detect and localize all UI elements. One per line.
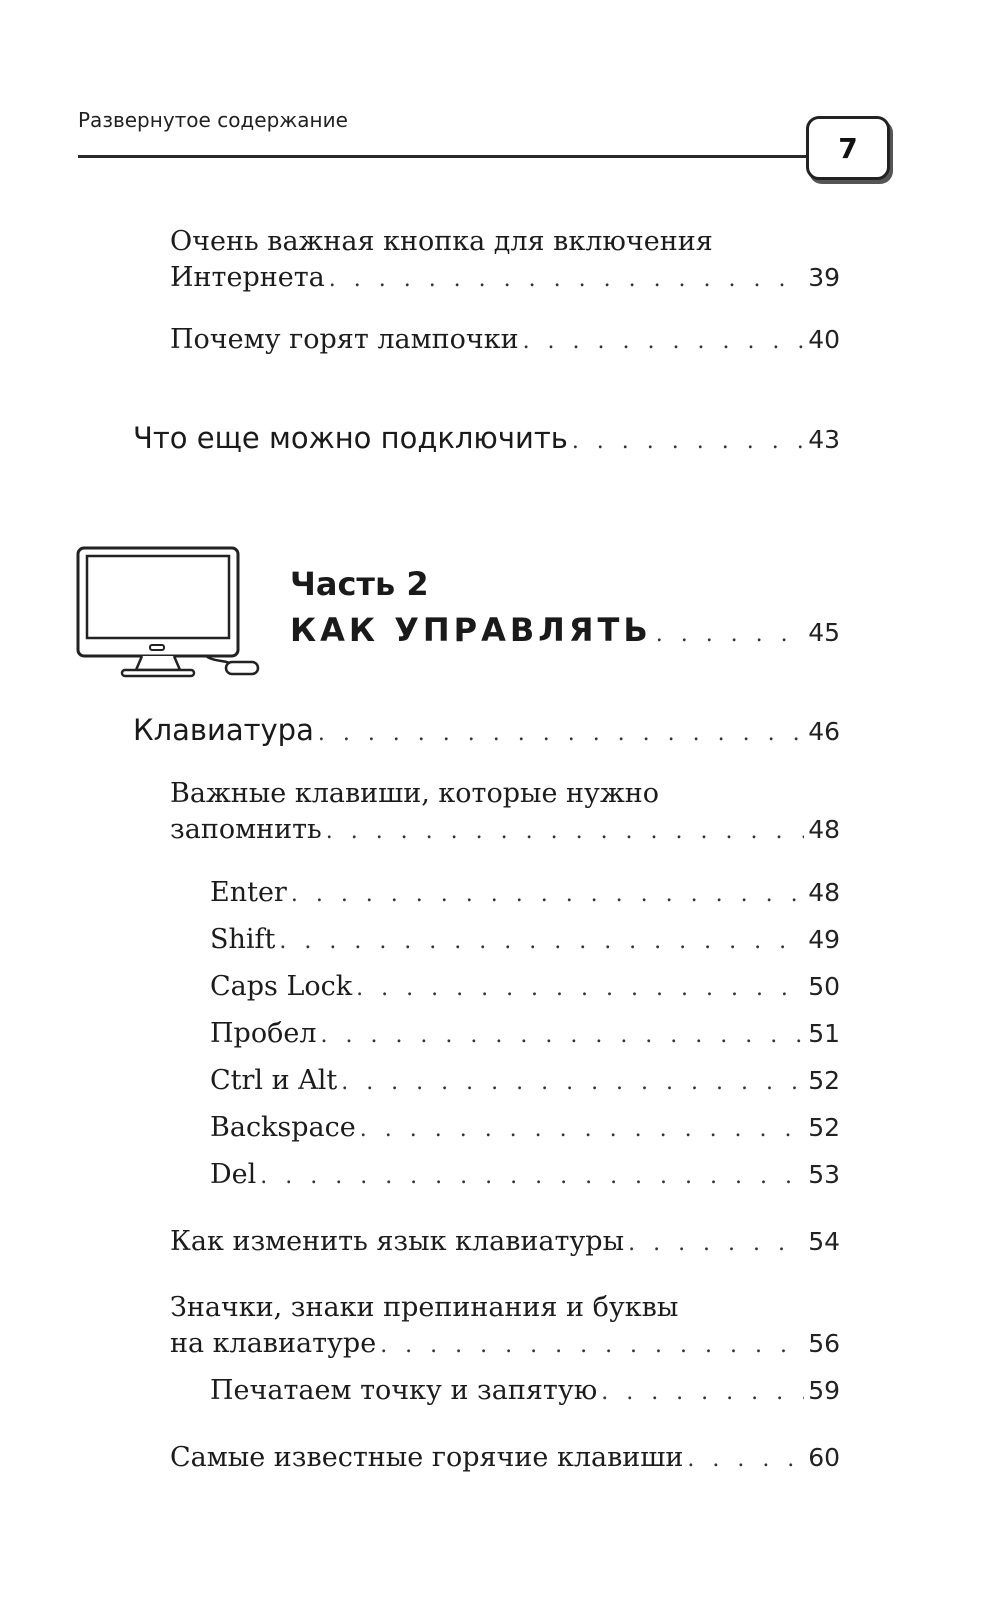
toc-entry-lamps[interactable] (170, 322, 840, 360)
toc-entry-important-keys[interactable] (170, 776, 840, 850)
dot-leader (628, 1226, 804, 1262)
toc-entry-label: Del (210, 1159, 257, 1190)
toc-entry-label: Shift (210, 924, 276, 955)
dot-leader (291, 877, 804, 913)
page-number-badge (806, 116, 890, 180)
toc-entry-shift[interactable] (210, 922, 840, 960)
toc-entry-label: Что еще можно подключить (133, 421, 568, 455)
toc-entry-internet-button[interactable] (170, 224, 840, 298)
header-rule (78, 155, 806, 158)
toc-entry-hotkeys[interactable] (170, 1440, 840, 1478)
dot-leader (341, 1065, 804, 1101)
page-number: 7 (838, 131, 858, 165)
toc-page-number: 43 (808, 425, 840, 454)
toc-page-number: 60 (808, 1443, 840, 1472)
toc-page-number: 51 (808, 1019, 840, 1048)
toc-page-number: 48 (808, 815, 840, 844)
dot-leader (260, 1159, 804, 1195)
toc-page-number: 46 (808, 717, 840, 746)
toc-entry-dot-comma[interactable] (210, 1373, 840, 1411)
toc-entry-change-language[interactable] (170, 1224, 840, 1262)
toc-entry-caps-lock[interactable] (210, 969, 840, 1007)
dot-leader (326, 814, 804, 850)
toc-entry-label: Печатаем точку и запятую (210, 1375, 598, 1406)
toc-entry-label: Enter (210, 877, 287, 908)
toc-entry-label-line2: запомнить (170, 814, 322, 845)
toc-entry-label-line1: Значки, знаки препинания и буквы (170, 1292, 679, 1323)
toc-entry-label-line1: Очень важная кнопка для включения (170, 226, 713, 257)
computer-monitor-icon (76, 546, 262, 680)
toc-entry-keyboard[interactable] (133, 712, 840, 752)
dot-leader (572, 424, 804, 460)
toc-entry-del[interactable] (210, 1157, 840, 1195)
dot-leader (601, 1375, 804, 1411)
toc-entry-connect-more[interactable] (133, 420, 840, 460)
toc-page-number: 48 (808, 878, 840, 907)
toc-entry-label: Backspace (210, 1112, 356, 1143)
toc-entry-label: Почему горят лампочки (170, 324, 519, 355)
toc-entry-symbols[interactable] (170, 1290, 840, 1364)
dot-leader (356, 971, 804, 1007)
toc-entry-label-line2: на клавиатуре (170, 1328, 377, 1359)
toc-entry-ctrl-alt[interactable] (210, 1063, 840, 1101)
dot-leader (380, 1328, 804, 1364)
toc-entry-label-line2: Интернета (170, 262, 325, 293)
dot-leader (329, 262, 804, 298)
dot-leader (687, 1442, 804, 1478)
toc-page-number: 50 (808, 972, 840, 1001)
toc-page-number: 45 (808, 618, 840, 647)
toc-entry-label: Пробел (210, 1018, 317, 1049)
dot-leader (656, 617, 804, 653)
dot-leader (360, 1112, 804, 1148)
toc-page-number: 39 (808, 263, 840, 292)
toc-page-number: 56 (808, 1329, 840, 1358)
dot-leader (318, 716, 804, 752)
toc-page-number: 59 (808, 1376, 840, 1405)
toc-entry-space[interactable] (210, 1016, 840, 1054)
toc-entry-label: Клавиатура (133, 713, 314, 747)
toc-entry-label: Как изменить язык клавиатуры (170, 1226, 625, 1257)
toc-page-number: 52 (808, 1066, 840, 1095)
toc-entry-enter[interactable] (210, 875, 840, 913)
toc-entry-label: Caps Lock (210, 971, 353, 1002)
toc-entry-part2[interactable] (290, 612, 840, 653)
dot-leader (320, 1018, 804, 1054)
part-number: Часть 2 (290, 565, 429, 603)
toc-page-number: 49 (808, 925, 840, 954)
toc-entry-backspace[interactable] (210, 1110, 840, 1148)
dot-leader (279, 924, 804, 960)
toc-page-number: 52 (808, 1113, 840, 1142)
toc-entry-label: Ctrl и Alt (210, 1065, 338, 1096)
toc-page-number: 54 (808, 1227, 840, 1256)
toc-entry-label-line1: Важные клавиши, которые нужно (170, 778, 660, 809)
toc-page-number: 40 (808, 325, 840, 354)
toc-page-number: 53 (808, 1160, 840, 1189)
part-title: КАК УПРАВЛЯТЬ (290, 611, 652, 649)
toc-entry-label: Самые известные горячие клавиши (170, 1442, 684, 1473)
dot-leader (523, 324, 805, 360)
running-header-title: Развернутое содержание (78, 108, 348, 132)
